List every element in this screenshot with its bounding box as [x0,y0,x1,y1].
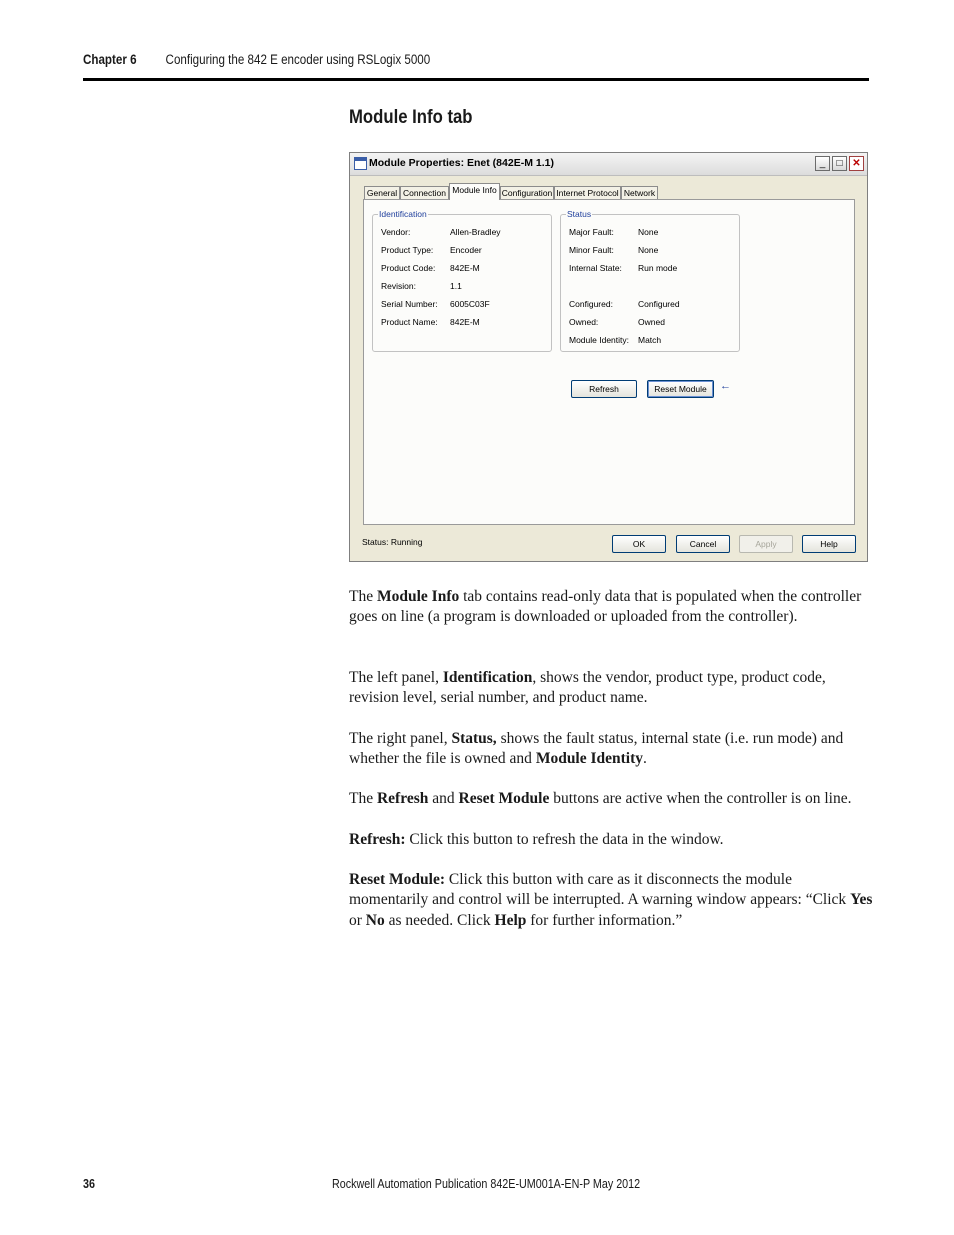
module-properties-dialog [349,152,868,562]
maximize-button[interactable]: □ [832,156,847,171]
product-type-value: Encoder [450,245,482,255]
text-run: Click this button to refresh the data in the window. [405,831,724,848]
text-run: as needed. Click [384,911,495,929]
text-run: buttons are active when the controller is on line. [549,790,852,807]
close-button[interactable]: ✕ [849,156,864,171]
revision-label: Revision: [381,281,416,291]
apply-button[interactable]: Apply [739,535,793,553]
refresh-button[interactable]: Refresh [571,380,637,398]
dialog-title: Module Properties: Enet (842E-M 1.1) [369,157,554,169]
major-fault-label: Major Fault: [569,227,614,237]
product-code-label: Product Code: [381,263,436,273]
status-bar-text: Status: Running [362,537,423,547]
minimize-button[interactable]: _ [815,156,830,171]
serial-number-label: Serial Number: [381,299,438,309]
text-run: The [349,790,377,807]
module-info-panel [363,199,855,525]
bold-term: Yes [850,891,873,909]
vendor-label: Vendor: [381,227,411,237]
bold-term: No [365,911,385,929]
tab-configuration[interactable]: Configuration [501,188,553,198]
bold-term: Module Identity [535,750,644,768]
ok-button[interactable]: OK [612,535,666,553]
paragraph-buttons [349,789,874,809]
minor-fault-value: None [638,245,659,255]
bold-term: Module Info [376,588,460,605]
product-name-label: Product Name: [381,317,438,327]
module-identity-label: Module Identity: [569,335,630,345]
header-rule [83,78,869,81]
cancel-button[interactable]: Cancel [676,535,730,553]
bold-term: Reset Module [458,790,550,807]
bold-term: Refresh: [349,831,406,848]
vendor-value: Allen-Bradley [450,227,501,237]
serial-number-value: 6005C03F [450,299,490,309]
identification-title: Identification [379,209,427,219]
minor-fault-label: Minor Fault: [569,245,614,255]
text-run: shows the fault status, internal state (i.e. run mode) and whether the file is owned and [349,730,844,768]
product-code-value: 842E-M [450,263,480,273]
product-name-value: 842E-M [450,317,480,327]
text-run: and [428,790,459,807]
chapter-label: Chapter 6 [83,52,137,67]
configured-label: Configured: [569,299,613,309]
paragraph-identification [349,668,874,709]
bold-term: Identification [442,669,533,686]
section-title: Module Info tab [349,107,473,128]
bold-term: Refresh [376,790,429,807]
publication-info: Rockwell Automation Publication 842E-UM001A-EN-P May 2012 [332,1177,641,1191]
help-button[interactable]: Help [802,535,856,553]
product-type-label: Product Type: [381,245,434,255]
bold-term: Help [494,911,527,929]
major-fault-value: None [638,227,659,237]
text-run: Click this button with care as it disconnects the module momentarily and control will be interrupted. A warning window appears: “Click [349,871,851,909]
tab-network[interactable]: Network [621,186,658,199]
text-run: for further information.” [526,911,683,929]
tab-internet-protocol[interactable]: Internet Protocol [554,186,621,199]
arrow-left-icon: ← [720,380,731,392]
text-run: The right panel, [349,730,452,747]
status-title: Status [567,209,592,219]
paragraph-reset-module [349,870,874,931]
revision-value: 1.1 [450,281,462,291]
owned-value: Owned [638,317,665,327]
text-run: tab contains read-only data that is populated when the controller goes on line (a program is downloaded or uploaded from the controller). [349,588,862,626]
paragraph-status [349,729,874,770]
identification-group [372,209,552,352]
module-identity-value: Match [638,335,662,345]
bold-term: Status, [451,730,497,747]
tab-connection[interactable]: Connection [400,186,449,199]
owned-label: Owned: [569,317,599,327]
text-run: The [349,588,377,605]
window-icon [354,157,367,170]
page-number: 36 [83,1177,95,1191]
text-run: . [643,750,647,768]
internal-state-label: Internal State: [569,263,622,273]
text-run: , shows the vendor, product type, product code, revision level, serial number, and product name. [349,669,826,707]
bold-term: Reset Module: [349,871,445,888]
paragraph-module-info [349,587,874,628]
reset-module-button[interactable]: Reset Module [647,380,714,398]
configured-value: Configured [638,299,680,309]
tab-module-info[interactable]: Module Info [449,183,500,200]
status-group [560,209,740,352]
chapter-title: Configuring the 842 E encoder using RSLogix 5000 [165,52,431,67]
text-run: or [349,911,366,929]
text-run: The left panel, [349,669,443,686]
tab-general[interactable]: General [364,186,400,199]
page-header [83,52,431,67]
dialog-titlebar [350,153,867,176]
paragraph-refresh [349,830,874,850]
internal-state-value: Run mode [638,263,678,273]
